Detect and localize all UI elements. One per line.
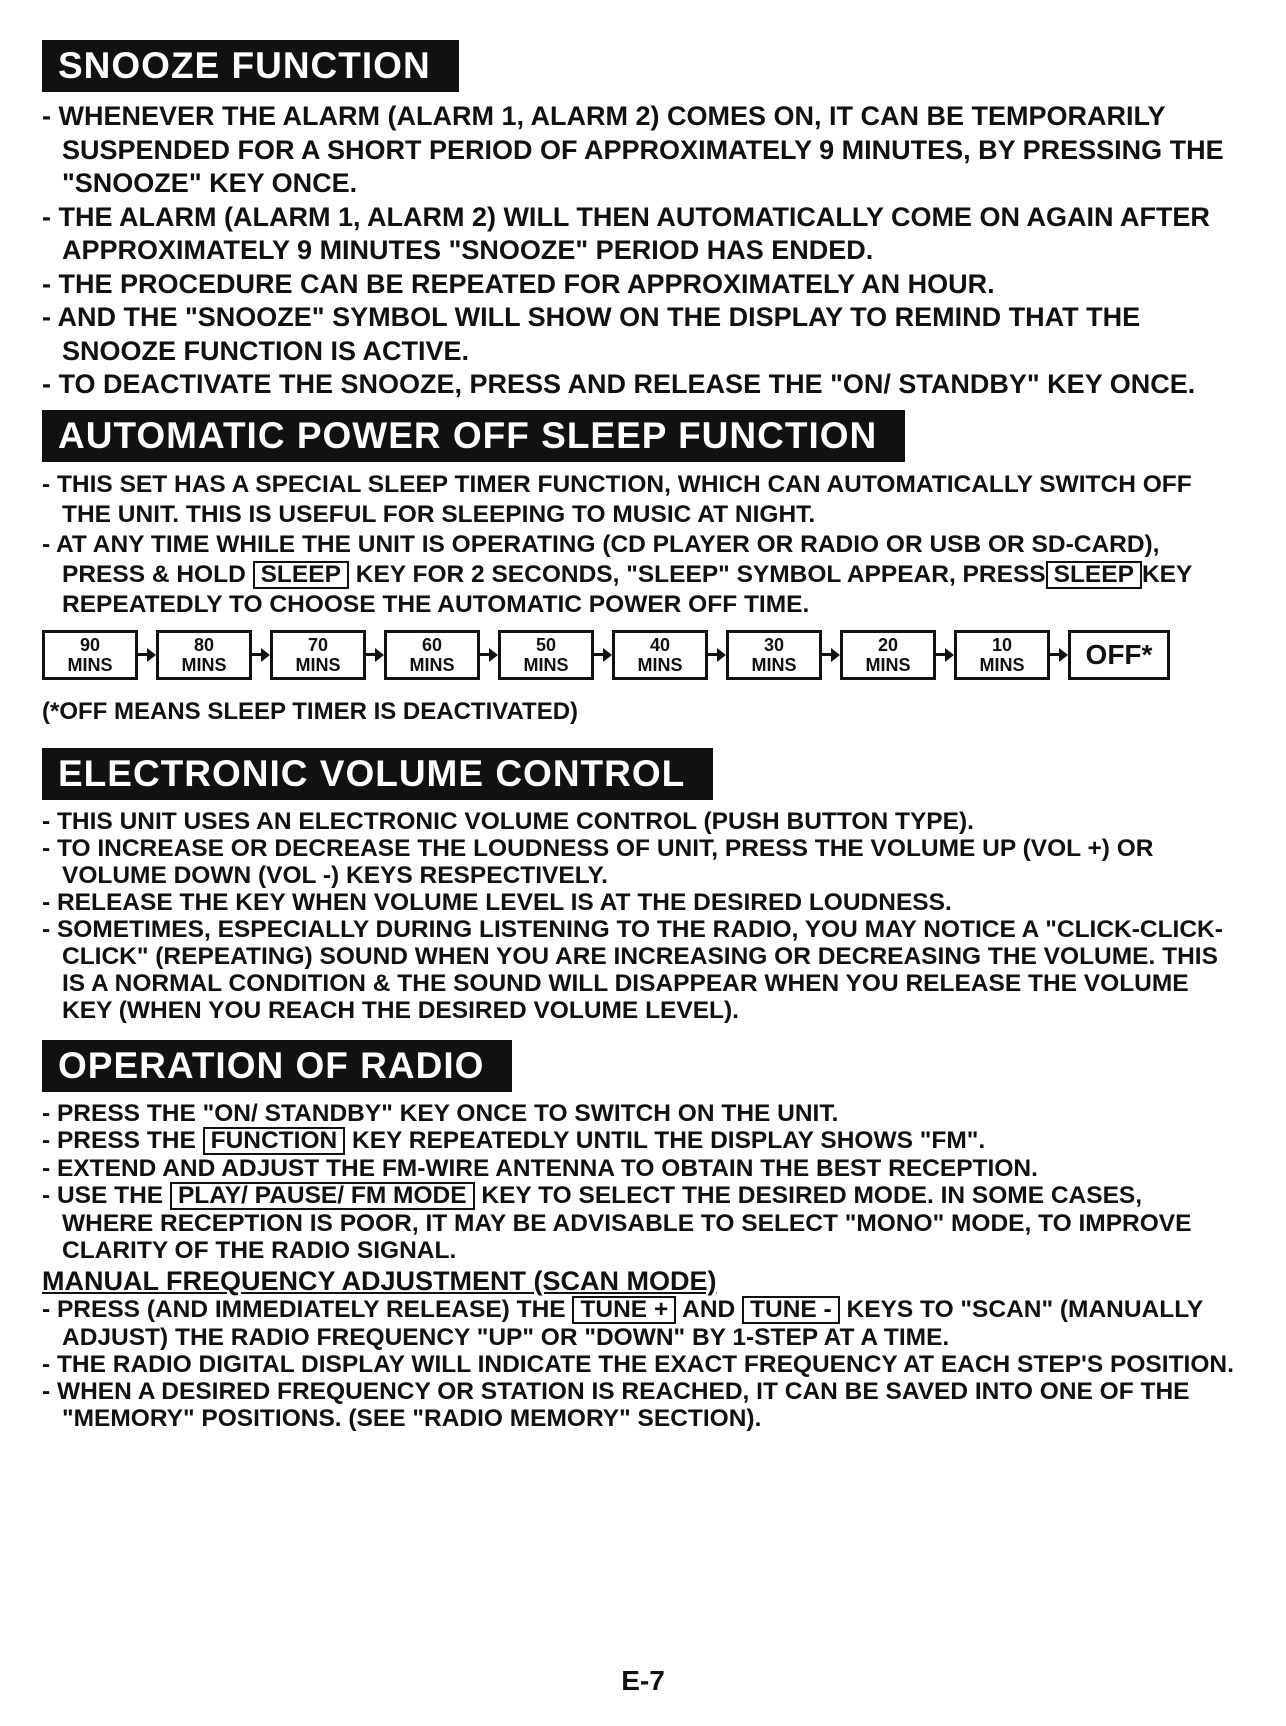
snooze-item-5: - TO DEACTIVATE THE SNOOZE, PRESS AND RELEASE THE "ON/ STANDBY" KEY ONCE. bbox=[42, 369, 1196, 399]
sleep-step-unit: MINS bbox=[751, 654, 797, 675]
tune-plus-key-label: TUNE + bbox=[572, 1296, 676, 1324]
arrow-right-icon bbox=[822, 648, 840, 662]
radio-item-1: - PRESS THE "ON/ STANDBY" KEY ONCE TO SWITCH ON THE UNIT. bbox=[42, 1099, 839, 1127]
sleep-step-unit: MINS bbox=[67, 654, 113, 675]
manual-item-3: - WHEN A DESIRED FREQUENCY OR STATION IS REACHED, IT CAN BE SAVED INTO ONE OF THE "MEMORY" POSITIONS. (SEE "RADIO MEMORY" SECTION). bbox=[42, 1377, 1190, 1432]
snooze-item-1: - WHENEVER THE ALARM (ALARM 1, ALARM 2) COMES ON, IT CAN BE TEMPORARILY SUSPENDED FOR A SHORT PERIOD OF APPROXIMATELY 9 MINUTES, BY PRESSING THE "SNOOZE" KEY ONCE. bbox=[42, 101, 1224, 198]
sleep-step-box bbox=[612, 630, 708, 680]
arrow-right-icon bbox=[594, 648, 612, 662]
manual-item-1-text-a: - PRESS (AND IMMEDIATELY RELEASE) THE bbox=[42, 1295, 573, 1323]
manual-frequency-heading: MANUAL FREQUENCY ADJUSTMENT (SCAN MODE) bbox=[42, 1265, 717, 1296]
sleep-item-2-text-b: KEY FOR 2 SECONDS, "SLEEP" SYMBOL APPEAR, PRESS bbox=[348, 560, 1046, 588]
snooze-section-title: SNOOZE FUNCTION bbox=[42, 40, 459, 92]
snooze-item-2: - THE ALARM (ALARM 1, ALARM 2) WILL THEN AUTOMATICALLY COME ON AGAIN AFTER APPROXIMATELY 9 MINUTES "SNOOZE" PERIOD HAS ENDED. bbox=[42, 201, 1210, 265]
manual-item-1 bbox=[42, 1296, 1240, 1351]
sleep-timer-chain bbox=[42, 630, 1240, 680]
radio-item-2-text-b: KEY REPEATEDLY UNTIL THE DISPLAY SHOWS "FM". bbox=[345, 1126, 986, 1154]
manual-item-1-text-b: AND bbox=[676, 1295, 743, 1323]
sleep-step-number: 80 bbox=[193, 634, 215, 655]
sleep-item-2-text-a: - AT ANY TIME WHILE THE UNIT IS OPERATING (CD PLAYER OR RADIO OR USB OR SD-CARD), PRESS & HOLD bbox=[42, 530, 1160, 588]
sleep-step-box bbox=[840, 630, 936, 680]
snooze-item-3: - THE PROCEDURE CAN BE REPEATED FOR APPROXIMATELY AN HOUR. bbox=[42, 268, 995, 299]
function-key-label: FUNCTION bbox=[203, 1127, 346, 1155]
sleep-step-unit: MINS bbox=[637, 654, 683, 675]
sleep-step-unit: MINS bbox=[523, 654, 569, 675]
arrow-right-icon bbox=[366, 648, 384, 662]
volume-section-title: ELECTRONIC VOLUME CONTROL bbox=[42, 748, 713, 800]
sleep-step-number: 40 bbox=[649, 634, 671, 655]
sleep-step-box bbox=[498, 630, 594, 680]
radio-item-4 bbox=[42, 1182, 1240, 1264]
sleep-step-number: 30 bbox=[763, 634, 785, 655]
arrow-right-icon bbox=[252, 648, 270, 662]
arrow-right-icon bbox=[480, 648, 498, 662]
radio-item-4-text-a: - USE THE bbox=[42, 1181, 170, 1209]
radio-item-4-text-b: KEY TO SELECT THE DESIRED MODE. IN SOME CASES, WHERE RECEPTION IS POOR, IT MAY BE ADVISABLE TO SELECT "MONO" MODE, TO IMPROVE CLARITY OF THE RADIO SIGNAL. bbox=[62, 1181, 1192, 1264]
sleep-step-box bbox=[954, 630, 1050, 680]
play-pause-fm-mode-key-label: PLAY/ PAUSE/ FM MODE bbox=[170, 1182, 475, 1210]
volume-item-2: - TO INCREASE OR DECREASE THE LOUDNESS OF UNIT, PRESS THE VOLUME UP (VOL +) OR VOLUME DOWN (VOL -) KEYS RESPECTIVELY. bbox=[42, 834, 1154, 889]
manual-item-1-text-c: KEYS TO "SCAN" (MANUALLY ADJUST) THE RADIO FREQUENCY "UP" OR "DOWN" BY 1-STEP AT A TIME. bbox=[62, 1295, 1203, 1351]
arrow-right-icon bbox=[1050, 648, 1068, 662]
arrow-right-icon bbox=[708, 648, 726, 662]
sleep-step-box bbox=[156, 630, 252, 680]
sleep-step-unit: MINS bbox=[409, 654, 455, 675]
sleep-step-box bbox=[270, 630, 366, 680]
radio-section-title: OPERATION OF RADIO bbox=[42, 1040, 512, 1092]
page-number: E-7 bbox=[621, 1665, 665, 1696]
volume-item-3: - RELEASE THE KEY WHEN VOLUME LEVEL IS AT THE DESIRED LOUDNESS. bbox=[42, 888, 952, 916]
volume-item-1: - THIS UNIT USES AN ELECTRONIC VOLUME CONTROL (PUSH BUTTON TYPE). bbox=[42, 807, 974, 835]
sleep-step-number: 60 bbox=[421, 634, 443, 655]
radio-item-3: - EXTEND AND ADJUST THE FM-WIRE ANTENNA TO OBTAIN THE BEST RECEPTION. bbox=[42, 1154, 1038, 1182]
radio-item-2 bbox=[42, 1127, 1240, 1155]
sleep-step-box bbox=[384, 630, 480, 680]
sleep-key-label-1: SLEEP bbox=[253, 561, 349, 589]
tune-minus-key-label: TUNE - bbox=[742, 1296, 840, 1324]
sleep-step-box bbox=[726, 630, 822, 680]
volume-item-4: - SOMETIMES, ESPECIALLY DURING LISTENING TO THE RADIO, YOU MAY NOTICE A "CLICK-CLICK-CLICK" (REPEATING) SOUND WHEN YOU ARE INCREASING OR DECREASING THE VOLUME. THIS IS A NORMAL CONDITION & THE SOUND WILL DISAPPEAR WHEN YOU RELEASE THE VOLUME KEY (WHEN YOU REACH THE DESIRED VOLUME LEVEL). bbox=[42, 915, 1223, 1024]
sleep-step-unit: MINS bbox=[865, 654, 911, 675]
sleep-step-box bbox=[42, 630, 138, 680]
sleep-item-2-text-c: KEY REPEATEDLY TO CHOOSE THE AUTOMATIC POWER OFF TIME. bbox=[62, 560, 1192, 618]
sleep-item-2 bbox=[42, 530, 1240, 620]
radio-item-2-text-a: - PRESS THE bbox=[42, 1126, 203, 1154]
sleep-step-off-box: OFF* bbox=[1068, 630, 1170, 680]
sleep-step-number: 50 bbox=[535, 634, 557, 655]
sleep-item-1: - THIS SET HAS A SPECIAL SLEEP TIMER FUNCTION, WHICH CAN AUTOMATICALLY SWITCH OFF THE UNIT. THIS IS USEFUL FOR SLEEPING TO MUSIC AT NIGHT. bbox=[42, 470, 1192, 528]
sleep-step-unit: MINS bbox=[295, 654, 341, 675]
snooze-item-4: - AND THE "SNOOZE" SYMBOL WILL SHOW ON THE DISPLAY TO REMIND THAT THE SNOOZE FUNCTION IS ACTIVE. bbox=[42, 302, 1141, 366]
sleep-section-title: AUTOMATIC POWER OFF SLEEP FUNCTION bbox=[42, 410, 905, 462]
sleep-step-unit: MINS bbox=[979, 654, 1025, 675]
sleep-step-number: 70 bbox=[307, 634, 329, 655]
sleep-step-number: 20 bbox=[877, 634, 899, 655]
sleep-step-number: 90 bbox=[79, 634, 101, 655]
arrow-right-icon bbox=[936, 648, 954, 662]
manual-item-2: - THE RADIO DIGITAL DISPLAY WILL INDICATE THE EXACT FREQUENCY AT EACH STEP'S POSITION. bbox=[42, 1350, 1234, 1378]
arrow-right-icon bbox=[138, 648, 156, 662]
sleep-step-unit: MINS bbox=[181, 654, 227, 675]
sleep-footnote: (*OFF MEANS SLEEP TIMER IS DEACTIVATED) bbox=[42, 697, 579, 725]
sleep-step-number: 10 bbox=[991, 634, 1013, 655]
sleep-key-label-2: SLEEP bbox=[1046, 561, 1142, 589]
